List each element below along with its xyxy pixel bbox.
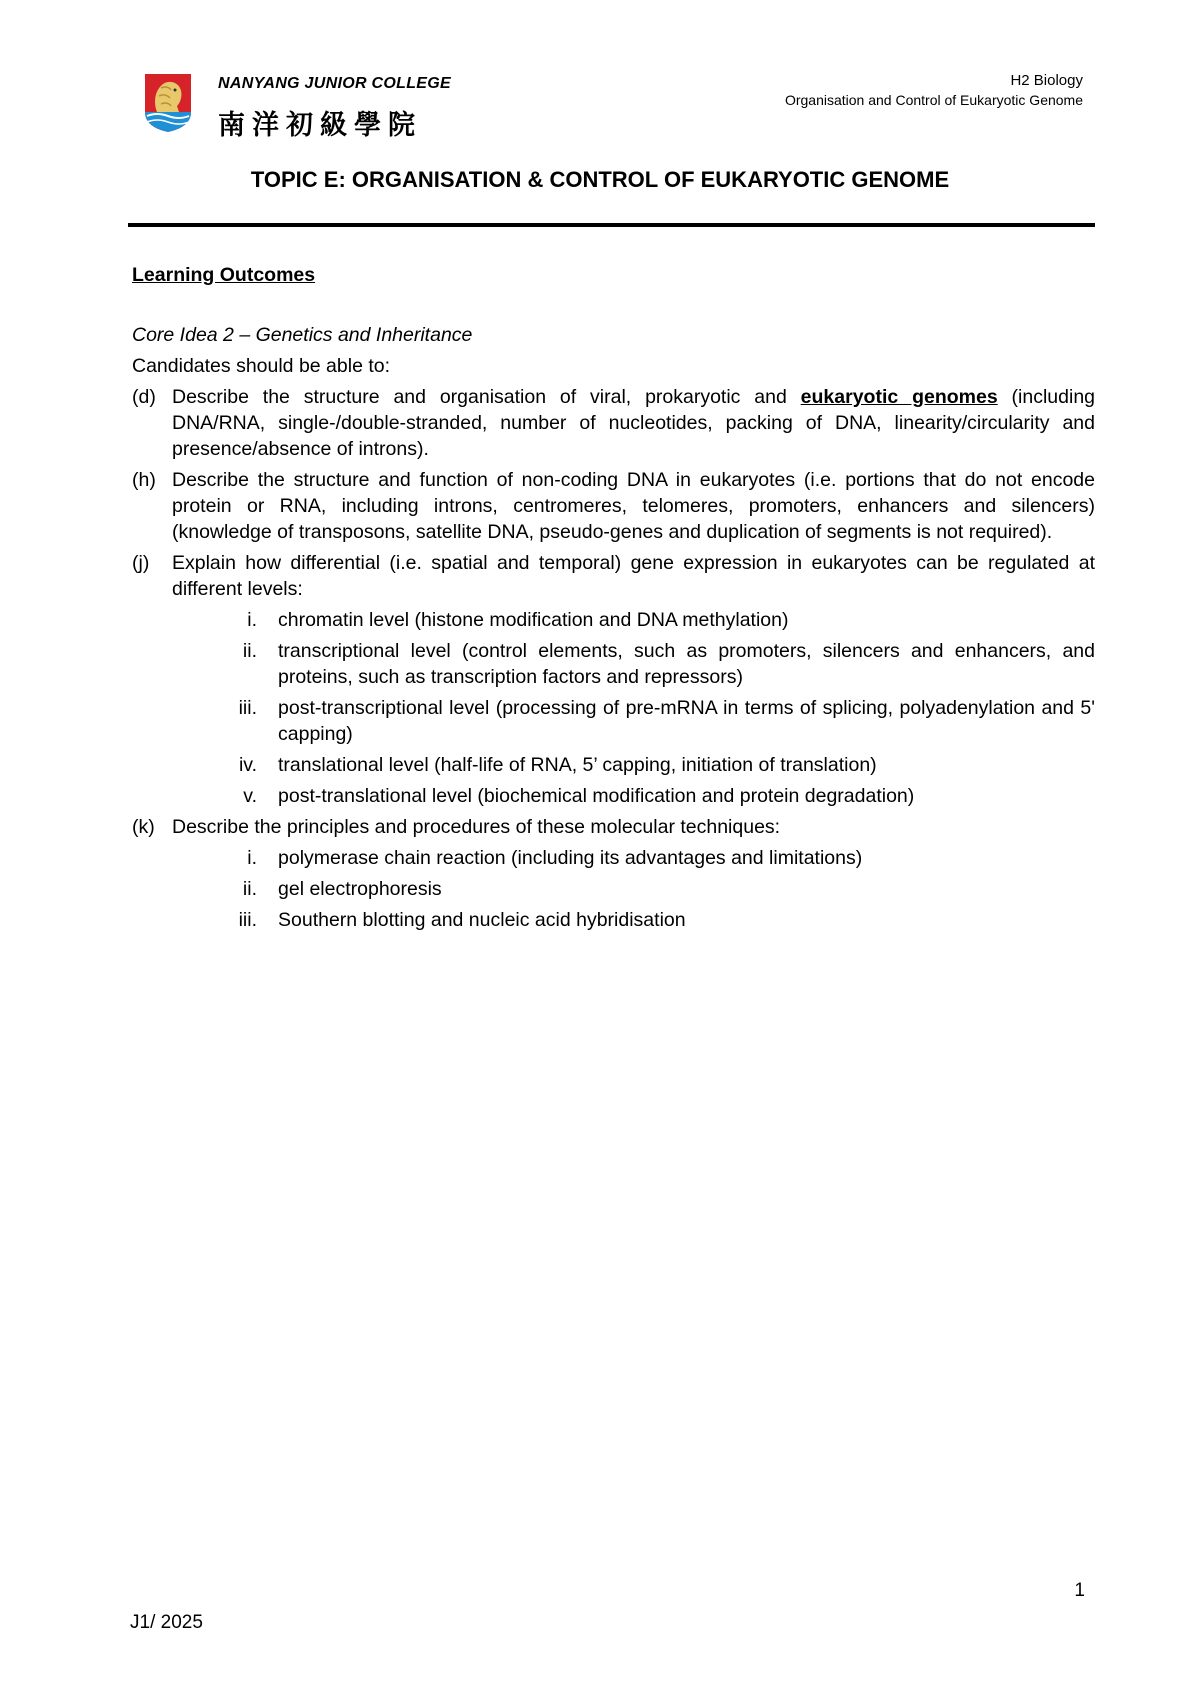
sub-item-text: transcriptional level (control elements, such as promoters, silencers and enhancers, and proteins, such as transcription factors and repressors) xyxy=(278,640,1095,688)
page-number: 1 xyxy=(1074,1580,1085,1601)
sub-item-numeral: i. xyxy=(247,609,257,631)
sub-item-numeral: ii. xyxy=(242,640,257,662)
outcome-marker: (j) xyxy=(132,552,150,574)
sub-item-text: polymerase chain reaction (including its advantages and limitations) xyxy=(278,847,863,869)
title-divider xyxy=(128,223,1095,227)
sub-item-numeral: iii. xyxy=(238,697,257,719)
learning-outcomes-section xyxy=(132,262,1095,938)
outcome-text: Explain how differential (i.e. spatial and temporal) gene expression in eukaryotes can be regulated at different levels: xyxy=(172,552,1095,600)
sub-item-numeral: iii. xyxy=(238,909,257,931)
school-crest-logo xyxy=(143,72,193,134)
core-idea-label: Core Idea 2 – Genetics and Inheritance xyxy=(132,324,473,346)
outcome-emphasis: eukaryotic genomes xyxy=(800,386,998,408)
school-name-english: NANYANG JUNIOR COLLEGE xyxy=(218,75,451,92)
outcome-text: Describe the structure and organisation of viral, prokaryotic and xyxy=(172,386,801,408)
sub-item-text: Southern blotting and nucleic acid hybridisation xyxy=(278,909,686,931)
sub-item-numeral: i. xyxy=(247,847,257,869)
sub-item xyxy=(132,638,1095,690)
sub-item xyxy=(132,845,1095,871)
header-subject: H2 Biology xyxy=(1010,72,1083,89)
outcome-d xyxy=(132,384,1095,462)
sub-item-text: post-translational level (biochemical modification and protein degradation) xyxy=(278,785,915,807)
sub-item xyxy=(132,752,1095,778)
sub-item-numeral: ii. xyxy=(242,878,257,900)
outcome-h xyxy=(132,467,1095,545)
sub-item xyxy=(132,876,1095,902)
school-name-chinese: 南洋初級學院 xyxy=(218,110,422,141)
outcome-k xyxy=(132,814,1095,840)
outcome-marker: (k) xyxy=(132,816,155,838)
document-title: TOPIC E: ORGANISATION & CONTROL OF EUKARYOTIC GENOME xyxy=(250,167,950,192)
outcome-text: Describe the principles and procedures of these molecular techniques: xyxy=(172,816,781,838)
sub-item-text: chromatin level (histone modification and DNA methylation) xyxy=(278,609,789,631)
section-heading: Learning Outcomes xyxy=(132,264,316,286)
outcome-marker: (h) xyxy=(132,469,156,491)
sub-item-text: post-transcriptional level (processing of pre-mRNA in terms of splicing, polyadenylation and 5' capping) xyxy=(278,697,1095,745)
sub-item xyxy=(132,783,1095,809)
header-topic: Organisation and Control of Eukaryotic Genome xyxy=(784,92,1083,108)
outcome-text: Describe the structure and function of non-coding DNA in eukaryotes (i.e. portions that do not encode protein or RNA, including introns, centromeres, telomeres, promoters, enhancers and silencers) (knowledge of transposons, satellite DNA, pseudo-genes and duplication of segments is not required). xyxy=(172,469,1095,543)
sub-item-numeral: v. xyxy=(243,785,257,807)
sub-item-text: gel electrophoresis xyxy=(278,878,442,900)
outcome-marker: (d) xyxy=(132,386,156,408)
outcome-j xyxy=(132,550,1095,602)
sub-item xyxy=(132,695,1095,747)
sub-item-text: translational level (half-life of RNA, 5’ capping, initiation of translation) xyxy=(278,754,877,776)
sub-item xyxy=(132,607,1095,633)
footer-code: J1/ 2025 xyxy=(130,1612,203,1633)
sub-item-numeral: iv. xyxy=(238,754,257,776)
sub-item xyxy=(132,907,1095,933)
lead-sentence: Candidates should be able to: xyxy=(132,355,391,377)
outcome-text-continued: (including DNA/RNA, single-/double-stranded, number of nucleotides, packing of DNA, linearity/circularity and presence/absence of introns). xyxy=(172,386,1096,460)
